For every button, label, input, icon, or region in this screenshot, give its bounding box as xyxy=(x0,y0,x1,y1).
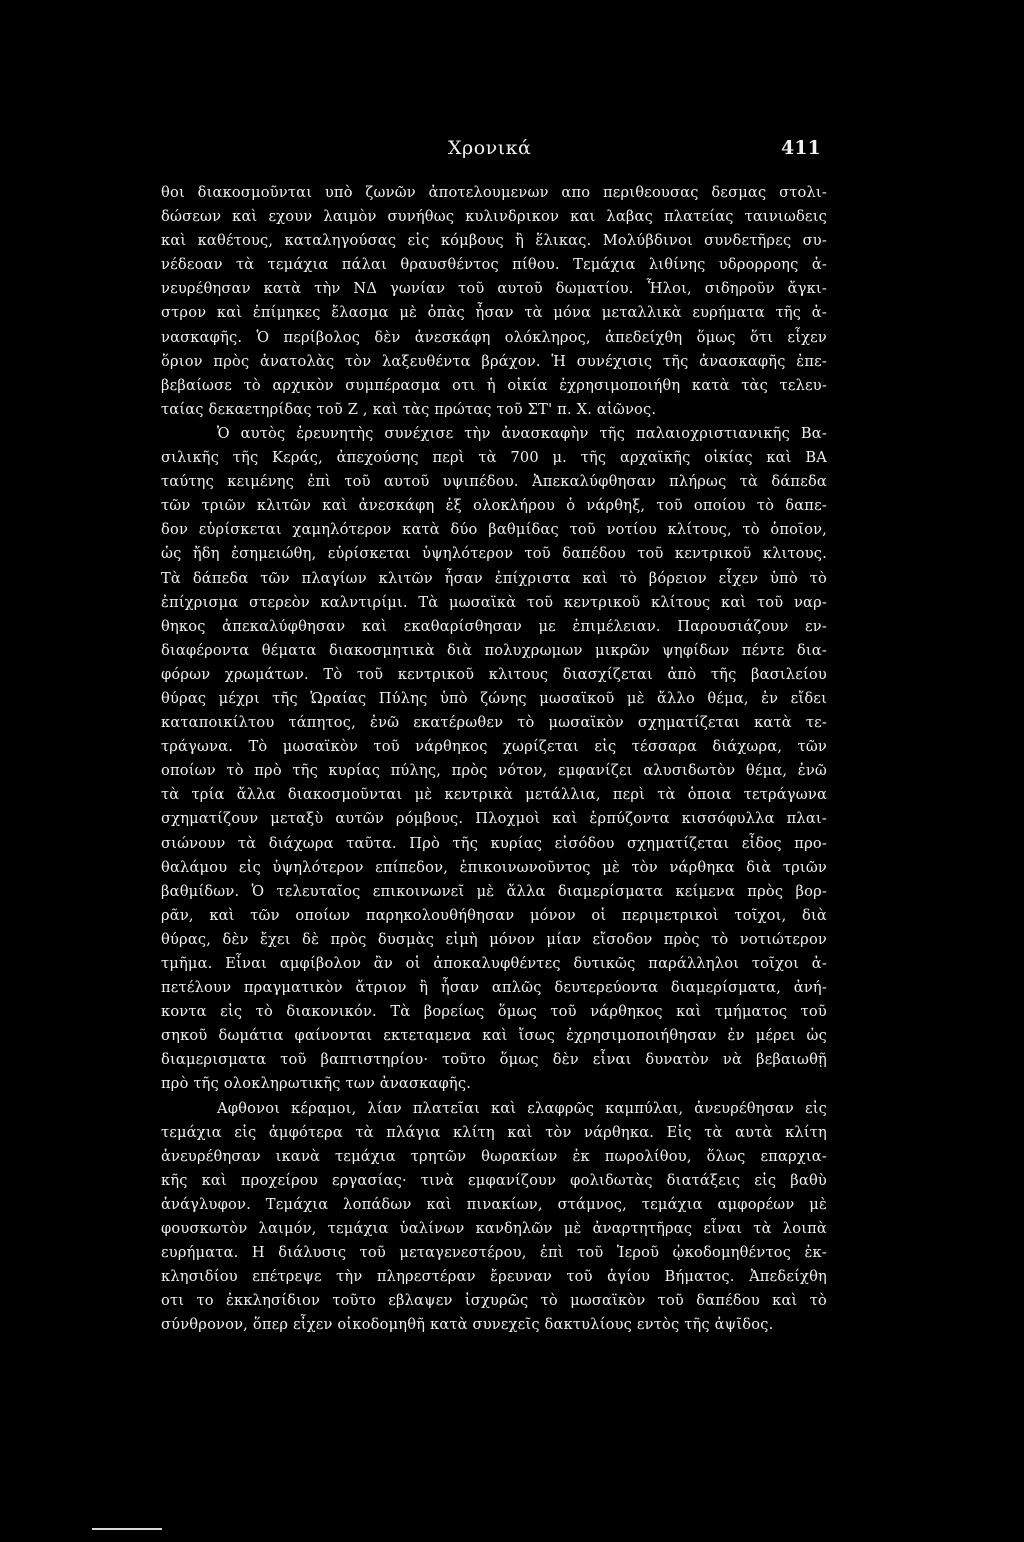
text-line: πρὸ τῆς ολοκληρωτικῆς των ἀνασκαφῆς. xyxy=(161,1075,472,1093)
text-line: τεμάχια εἰς ἀμφότερα τὰ πλάγια κλίτη καὶ τὸν νάρθηκα. Εἰς τὰ αυτὰ κλίτη xyxy=(161,1123,827,1141)
text-line: ἐπίχρισμα στερεὸν καλντιρίμι. Τὰ μωσαϊκὰ τοῦ κεντρικοῦ κλίτους καὶ τοῦ ναρ- xyxy=(161,593,827,611)
text-line: σύνθρονον, ὅπερ εἶχεν οἰκοδομηθῆ κατὰ συνεχεῖς δακτυλίους εντὸς τῆς ἀψῖδος. xyxy=(161,1316,774,1334)
text-line: Αφθονοι κέραμοι, λίαν πλατεῖαι καὶ ελαφρῶς καμπύλαι, ἀνευρέθησαν εἰς xyxy=(217,1099,827,1117)
text-line: κοντα εἰς τὸ διακονικόν. Τὰ βορείως ὅμως τοῦ νάρθηκος καὶ τμήματος τοῦ xyxy=(161,1003,827,1021)
footnote-rule xyxy=(92,1528,162,1530)
text-line: σιώνουν τὰ διάχωρα ταῦτα. Πρὸ τῆς κυρίας εἰσόδου σχηματίζεται εἶδος προ- xyxy=(161,834,827,852)
text-line: νασκαφῆς. Ὁ περίβολος δὲν ἀνεσκάφη ολόκληρος, ἀπεδείχθη ὅμως ὅτι εἶχεν xyxy=(161,328,827,346)
text-line: δον εὑρίσκεται χαμηλότερον κατὰ δύο βαθμίδας τοῦ νοτίου κλίτους, τὸ ὁποῖον, xyxy=(161,521,827,539)
body-text xyxy=(161,181,827,1338)
text-line: στρον καὶ ἐπίμηκες ἔλασμα μὲ ὀπὰς ἦσαν τὰ μόνα μεταλλικὰ ευρήματα τῆς ἀ- xyxy=(161,304,827,322)
text-line: ρᾶν, καὶ τῶν οποίων παρηκολουθήθησαν μόνον οἱ περιμετρικοὶ τοῖχοι, διὰ xyxy=(161,906,827,924)
text-line: ἀνευρέθησαν ικανὰ τεμάχια τρητῶν θωρακίων ἐκ πωρολίθου, ὅλως επαρχια- xyxy=(161,1147,827,1165)
text-line: τμῆμα. Εἶναι αμφίβολον ἂν οἱ ἀποκαλυφθέντες δυτικῶς παράλληλοι τοῖχοι ἀ- xyxy=(161,955,827,972)
text-line: σιλικῆς τῆς Κεράς, ἀπεχούσης περὶ τὰ 700 μ. τῆς αρχαϊκῆς οἰκίας καὶ ΒΑ xyxy=(161,449,827,467)
text-line: κῆς καὶ προχείρου εργασίας· τινὰ εμφανίζουν φολιδωτὰς διατάξεις εἰς βαθὺ xyxy=(161,1171,827,1189)
text-line: ευρήματα. Η διάλυσις τοῦ μεταγενεστέρου, ἐπὶ τοῦ Ἱεροῦ ᾠκοδομηθέντος ἐκ- xyxy=(161,1244,827,1262)
text-line: σηκοῦ δωμάτια φαίνονται εκτεταμενα καὶ ἴσως ἐχρησιμοποιήθησαν ἐν μέρει ὡς xyxy=(161,1027,827,1045)
text-line: θοι διακοσμοῦνται υπὸ ζωνῶν ἀποτελουμενων απο περιθεουσας δεσμας στολι- xyxy=(161,184,827,201)
text-line: Τὰ δάπεδα τῶν πλαγίων κλιτῶν ἦσαν ἐπίχριστα καὶ τὸ βόρειον εἶχεν ὑπὸ τὸ xyxy=(161,569,827,587)
text-line: βαθμίδων. Ὁ τελευταῖος επικοινωνεῖ μὲ ἄλλα διαμερίσματα κείμενα πρὸς βορ- xyxy=(161,882,827,900)
text-line: τράγωνα. Τὸ μωσαϊκὸν τοῦ νάρθηκος χωρίζεται εἰς τέσσαρα διάχωρα, τῶν xyxy=(161,738,827,756)
running-title: Χρονικά xyxy=(448,137,532,159)
page-number: 411 xyxy=(781,137,821,159)
text-line: θύρας, δὲν ἔχει δὲ πρὸς δυσμὰς εἰμὴ μόνον μίαν εἴσοδον πρὸς τὸ νοτιώτερον xyxy=(161,930,827,948)
text-line: τὰ τρία ἄλλα διακοσμοῦνται μὲ κεντρικὰ μετάλλια, περὶ τὰ ὁποια τετράγωνα xyxy=(161,786,827,804)
text-line: νέδεοαν τὰ τεμάχια πάλαι θραυσθέντος πίθου. Τεμάχια λιθίνης υδρορροης ἀ- xyxy=(161,256,827,274)
text-line: ἀνάγλυφον. Τεμάχια λοπάδων καὶ πινακίων, στάμνος, τεμάχια αμφορέων μὲ xyxy=(161,1195,827,1213)
text-line: θαλάμου εἰς ὑψηλότερον επίπεδον, ἐπικοινωνοῦντος μὲ τὸν νάρθηκα διὰ τριῶν xyxy=(161,858,827,876)
text-line: ὅριον πρὸς ἀνατολὰς τὸν λαξευθέντα βράχον. Ἡ συνέχισις τῆς ἀνασκαφῆς ἐπε- xyxy=(161,352,827,370)
text-line: διαφέροντα θέματα διακοσμητικὰ διὰ πολυχρωμων μικρῶν ψηφίδων πέντε δια- xyxy=(161,641,827,659)
text-line: βεβαίωσε τὸ αρχικὸν συμπέρασμα οτι ἡ οἰκία ἐχρησιμοποιήθη κατὰ τὰς τελευ- xyxy=(161,376,827,394)
text-line: καὶ καθέτους, καταληγούσας εἰς κόμβους ἢ ἕλικας. Μολύβδινοι συνδετῆρες συ- xyxy=(161,232,827,250)
text-line: οτι το ἐκκλησίδιον τοῦτο εβλαψεν ἰσχυρῶς τὸ μωσαϊκὸν τοῦ δαπέδου καὶ τὸ xyxy=(161,1292,827,1310)
text-line: θηκος ἀπεκαλύφθησαν καὶ εκαθαρίσθησαν με ἐπιμέλειαν. Παρουσιάζουν εν- xyxy=(161,617,827,635)
text-line: ταίας δεκαετηρίδας τοῦ Ζ , καὶ τὰς πρώτας τοῦ ΣΤ' π. Χ. αἰῶνος. xyxy=(161,400,657,418)
text-line: πετέλουν πραγματικὸν ἄτριον ἢ ἦσαν απλῶς δευτερεύοντα διαμερίσματα, ἀνή- xyxy=(161,979,827,997)
text-line: Ὁ αυτὸς ἐρευνητὴς συνέχισε τὴν ἀνασκαφὴν τῆς παλαιοχριστιανικῆς Βα- xyxy=(217,424,827,442)
text-line: σχηματίζουν μεταξὺ αυτῶν ρόμβους. Πλοχμοὶ καὶ ἑρπύζοντα κισσόφυλλα πλαι- xyxy=(161,810,827,828)
text-line: καταποικίλτου τάπητος, ἐνῶ εκατέρωθεν τὸ μωσαϊκὸν σχηματίζεται κατὰ τε- xyxy=(161,714,827,732)
text-line: ταύτης κειμένης ἐπὶ τοῦ αυτοῦ υψιπέδου. Ἀπεκαλύφθησαν πλήρως τὰ δάπεδα xyxy=(161,473,827,491)
text-line: οποίων τὸ πρὸ τῆς κυρίας πύλης, πρὸς νότον, εμφανίζει αλυσιδωτὸν θέμα, ἐνῶ xyxy=(161,762,827,780)
text-line: τῶν τριῶν κλιτῶν καὶ ἀνεσκάφη ἐξ ολοκλήρου ὁ νάρθηξ, τοῦ οποίου τὸ δαπε- xyxy=(161,497,827,515)
page-header xyxy=(0,137,1024,165)
text-line: κλησιδίου επέτρεψε τὴν πληρεστέραν ἔρευναν τοῦ ἁγίου Βήματος. Ἀπεδείχθη xyxy=(161,1268,827,1286)
text-line: διαμερισματα τοῦ βαπτιστηρίου· τοῦτο ὅμως δὲν εἶναι δυνατὸν νὰ βεβαιωθῇ xyxy=(161,1051,827,1069)
text-line: φουσκωτὸν λαιμόν, τεμάχια ὑαλίνων κανδηλῶν μὲ ἀναρτητῆρας εἶναι τὰ λοιπὰ xyxy=(161,1220,827,1238)
text-line: δώσεων καὶ εχουν λαιμὸν συνήθως κυλινδρικον και λαβας πλατείας ταινιωδεις xyxy=(161,208,827,226)
text-line: ὡς ἤδη ἐσημειώθη, εὑρίσκεται ὑψηλότερον τοῦ δαπέδου τοῦ κεντρικοῦ κλιτους. xyxy=(161,545,827,563)
text-line: νευρέθησαν κατὰ τὴν ΝΔ γωνίαν τοῦ αυτοῦ δωματίου. Ἧλοι, σιδηροῦν ἄγκι- xyxy=(161,280,827,298)
text-line: φόρων χρωμάτων. Τὸ τοῦ κεντρικοῦ κλιτους διασχίζεται ἀπὸ τῆς βασιλείου xyxy=(161,665,827,683)
text-line: θύρας μέχρι τῆς Ὡραίας Πύλης ὑπὸ ζώνης μωσαϊκοῦ μὲ ἄλλο θέμα, ἐν εἴδει xyxy=(161,689,827,707)
